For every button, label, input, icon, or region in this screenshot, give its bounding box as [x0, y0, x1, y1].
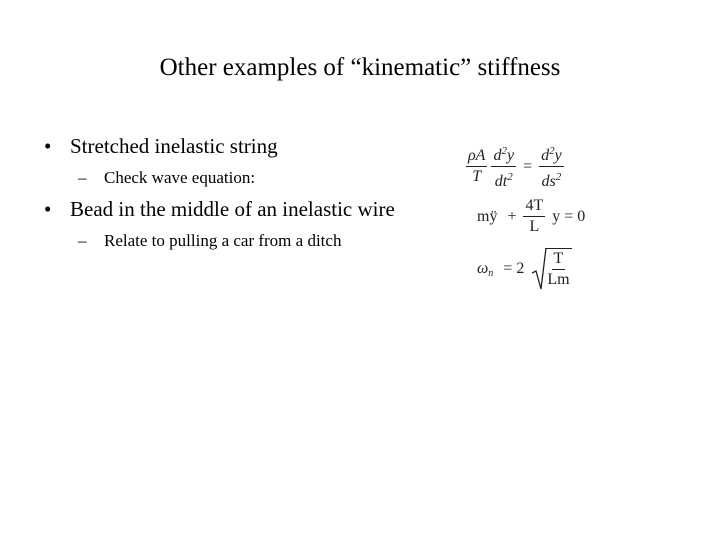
wave-lhs-den: $dt^2$: [494, 171, 513, 190]
bullet-glyph: •: [44, 197, 52, 221]
sqrt-den: Lm: [547, 271, 570, 288]
bullet-item-bead: [44, 195, 395, 223]
wave-coef-fraction: [466, 146, 487, 187]
bullet-item-string: [44, 132, 278, 160]
frequency-equation: [474, 247, 572, 291]
sub-glyph: –: [78, 231, 87, 250]
sub-text: Relate to pulling a car from a ditch: [104, 231, 342, 250]
wave-equation: [466, 141, 564, 192]
bullet-text: Stretched inelastic string: [70, 134, 278, 158]
wave-lhs-num: $d^2y$: [491, 141, 516, 167]
bead-lead: mÿ: [477, 207, 498, 225]
wave-coef-den: T: [472, 168, 482, 185]
frequency-equals: = 2: [503, 260, 525, 277]
bead-frac-num: 4T: [523, 196, 545, 217]
sub-glyph: –: [78, 168, 87, 187]
bead-equation: [474, 196, 588, 237]
wave-equals: =: [523, 157, 533, 175]
wave-lhs-fraction: [491, 141, 516, 192]
wave-coef-num: ρA: [466, 146, 487, 167]
wave-rhs-fraction: [539, 141, 564, 192]
sqrt-radicand: [545, 248, 571, 290]
slide-title: Other examples of “kinematic” stiffness: [159, 54, 561, 81]
bead-tail: y = 0: [552, 207, 586, 225]
sub-item-wave: [78, 167, 255, 189]
bead-fraction: [523, 196, 545, 237]
bead-plus: +: [507, 207, 517, 225]
omega-symbol: $\omega_n$: [477, 259, 494, 279]
sub-text: Check wave equation:: [104, 168, 256, 187]
sqrt-fraction: [545, 249, 571, 290]
bead-frac-den: L: [529, 218, 540, 235]
sub-item-car: [78, 230, 341, 252]
wave-rhs-den: $ds^2$: [541, 171, 562, 190]
wave-rhs-num: $d^2y$: [539, 141, 564, 167]
bullet-glyph: •: [44, 134, 52, 158]
sqrt-num: T: [552, 249, 566, 270]
bullet-text: Bead in the middle of an inelastic wire: [70, 197, 395, 221]
